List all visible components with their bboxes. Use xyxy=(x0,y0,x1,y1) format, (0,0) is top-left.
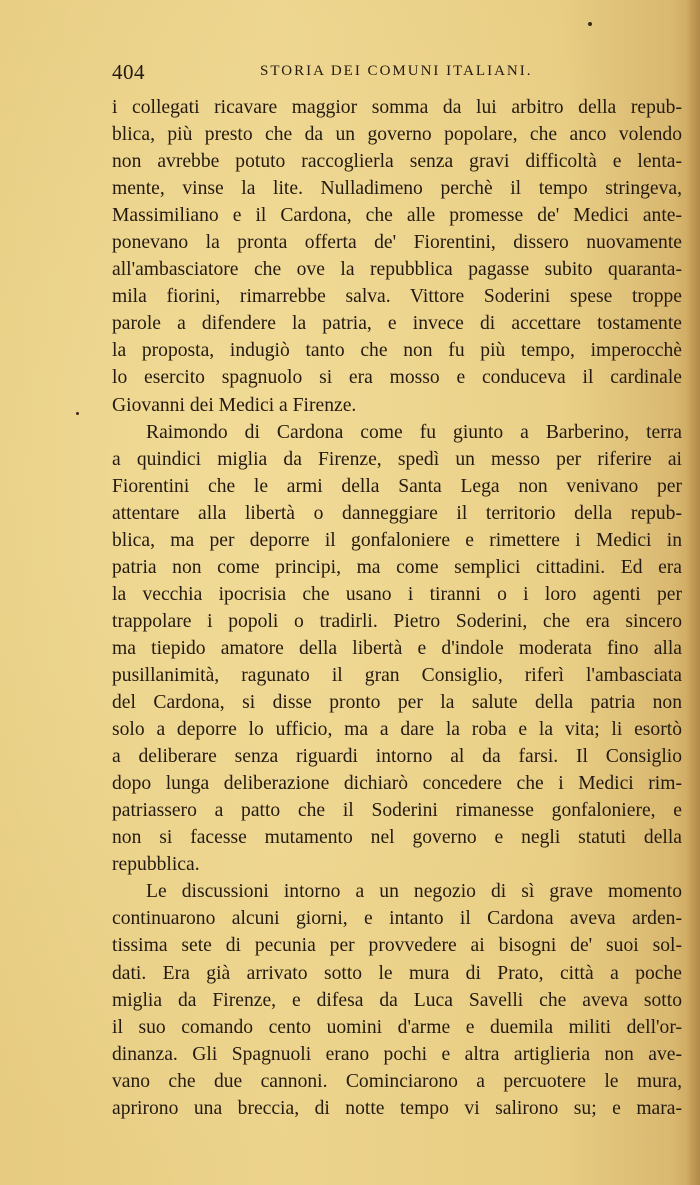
text-line: ma tiepido amatore della libertà e d'indole moderata fino alla xyxy=(112,637,682,659)
text-line: attentare alla libertà o danneggiare il territorio della repub- xyxy=(112,502,682,524)
page-edge-shadow xyxy=(686,0,700,1185)
text-line: a deliberare senza riguardi intorno al da farsi. Il Consiglio xyxy=(112,746,682,768)
text-line: all'ambasciatore che ove la repubblica pagasse subito quaranta- xyxy=(112,259,682,281)
text-line: non avrebbe potuto raccoglierla senza gravi difficoltà e lenta- xyxy=(112,151,682,173)
text-line: non si facesse mutamento nel governo e negli statuti della xyxy=(112,827,682,849)
paragraph-end-line: repubblica. xyxy=(112,854,200,876)
text-line: tissima sete di pecunia per provvedere ai bisogni de' suoi sol- xyxy=(112,935,682,957)
text-line: del Cardona, si disse pronto per la salute della patria non xyxy=(112,692,682,714)
text-line: dopo lunga deliberazione dichiarò concedere che i Medici rim- xyxy=(112,773,682,795)
page-header xyxy=(112,60,682,86)
text-line: la vecchia ipocrisia che usano i tiranni o i loro agenti per xyxy=(112,583,682,605)
text-line: pusillanimità, ragunato il gran Consiglio, riferì l'ambasciata xyxy=(112,664,682,686)
page-number: 404 xyxy=(112,60,145,84)
text-line: trappolare i popoli o tradirli. Pietro Soderini, che era sincero xyxy=(112,610,682,632)
text-line: lo esercito spagnuolo si era mosso e conduceva il cardinale xyxy=(112,367,682,389)
text-line: blica, ma per deporre il gonfaloniere e rimettere i Medici in xyxy=(112,529,682,551)
text-line: patriassero a patto che il Soderini rimanesse gonfaloniere, e xyxy=(112,800,682,822)
text-line: miglia da Firenze, e difesa da Luca Savelli che aveva sotto xyxy=(112,989,682,1011)
text-line: a quindici miglia da Firenze, spedì un messo per riferire ai xyxy=(112,448,682,470)
ink-speck xyxy=(76,412,79,415)
text-line: la proposta, indugiò tanto che non fu più tempo, imperocchè xyxy=(112,340,682,362)
text-line: parole a difendere la patria, e invece di accettare tostamente xyxy=(112,313,682,335)
text-line: continuarono alcuni giorni, e intanto il Cardona aveva arden- xyxy=(112,908,682,930)
text-line: mila fiorini, rimarrebbe salva. Vittore Soderini spese troppe xyxy=(112,286,682,308)
paragraph-start-line: Le discussioni intorno a un negozio di sì grave momento xyxy=(146,881,682,903)
text-line: il suo comando cento uomini d'arme e duemila militi dell'or- xyxy=(112,1016,682,1038)
text-line: i collegati ricavare maggior somma da lui arbitro della repub- xyxy=(112,97,682,118)
text-line: Massimiliano e il Cardona, che alle promesse de' Medici ante- xyxy=(112,205,682,227)
text-line: patria non come principi, ma come semplici cittadini. Ed era xyxy=(112,556,682,578)
text-line: solo a deporre lo ufficio, ma a dare la roba e la vita; li esortò xyxy=(112,719,682,741)
ink-speck xyxy=(588,22,592,26)
paragraph-end-line: Giovanni dei Medici a Firenze. xyxy=(112,394,357,416)
text-line: Fiorentini che le armi della Santa Lega non venivano per xyxy=(112,475,682,497)
paragraph-start-line: Raimondo di Cardona come fu giunto a Barberino, terra xyxy=(146,421,682,443)
text-line: vano che due cannoni. Cominciarono a percuotere le mura, xyxy=(112,1070,682,1092)
text-line: mente, vinse la lite. Nulladimeno perchè il tempo stringeva, xyxy=(112,178,682,200)
text-line: blica, più presto che da un governo popolare, che anco volendo xyxy=(112,124,682,146)
text-line: ponevano la pronta offerta de' Fiorentini, dissero nuovamente xyxy=(112,232,682,254)
body-text xyxy=(112,94,682,1122)
text-line: aprirono una breccia, di notte tempo vi salirono su; e mara- xyxy=(112,1097,682,1119)
text-line: dati. Era già arrivato sotto le mura di Prato, città a poche xyxy=(112,962,682,984)
running-title: STORIA DEI COMUNI ITALIANI. xyxy=(260,63,533,79)
text-line: dinanza. Gli Spagnuoli erano pochi e altra artiglieria non ave- xyxy=(112,1043,682,1065)
